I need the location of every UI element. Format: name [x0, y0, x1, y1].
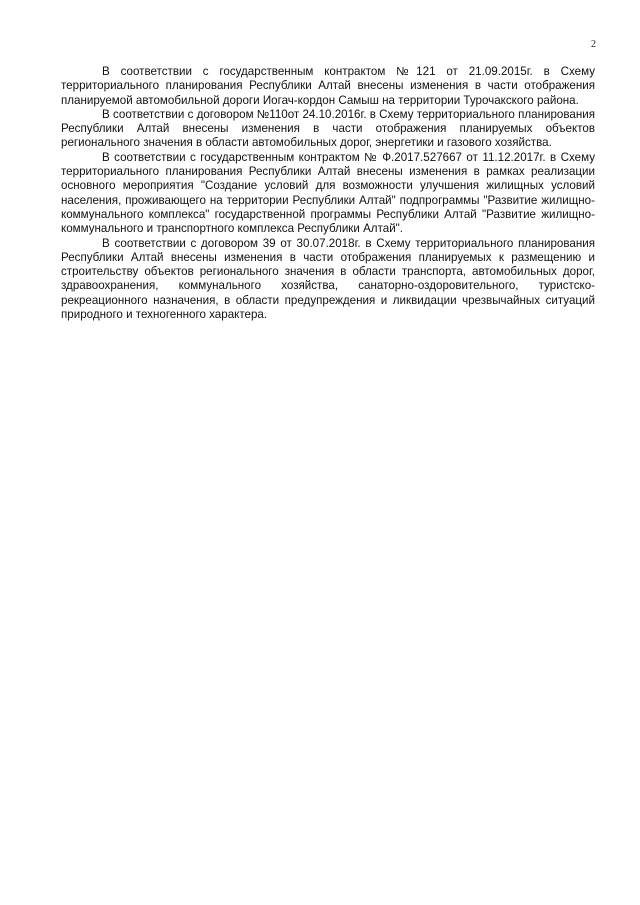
paragraph-contract-110: В соответствии с договором №110от 24.10.2016г. в Схему территориального планирования Республики Алтай внесены изменения в части отображения планируемых объектов регионального значения в области автомобильных дорог, энергетики и газового хозяйства. [61, 107, 595, 150]
document-body [61, 65, 595, 322]
paragraph-contract-121: В соответствии с государственным контрактом №121 от 21.09.2015г. в Схему территориального планирования Республики Алтай внесены изменения в части отображения планируемой автомобильной дороги Иогач-кордон Самыш на территории Турочакского района. [61, 65, 595, 107]
page-number: 2 [591, 39, 596, 50]
paragraph-contract-2017: В соответствии с государственным контрактом № Ф.2017.527667 от 11.12.2017г. в Схему территориального планирования Республики Алтай внесены изменения в рамках реализации основного мероприятия "Создание условий для возможности улучшения жилищных условий населения, проживающего на территории Республики Алтай" подпрограммы "Развитие жилищно-коммунального комплекса" государственной программы Республики Алтай "Развитие жилищно-коммунального и транспортного комплекса Республики Алтай". [61, 150, 595, 236]
paragraph-contract-39: В соответствии с договором 39 от 30.07.2018г. в Схему территориального планирования Республики Алтай внесены изменения в части отображения планируемых к размещению и строительству объектов регионального значения в области транспорта, автомобильных дорог, здравоохранения, коммунального хозяйства, санаторно-оздоровительного, туристско-рекреационного назначения, в области предупреждения и ликвидации чрезвычайных ситуаций природного и техногенного характера. [61, 236, 595, 322]
